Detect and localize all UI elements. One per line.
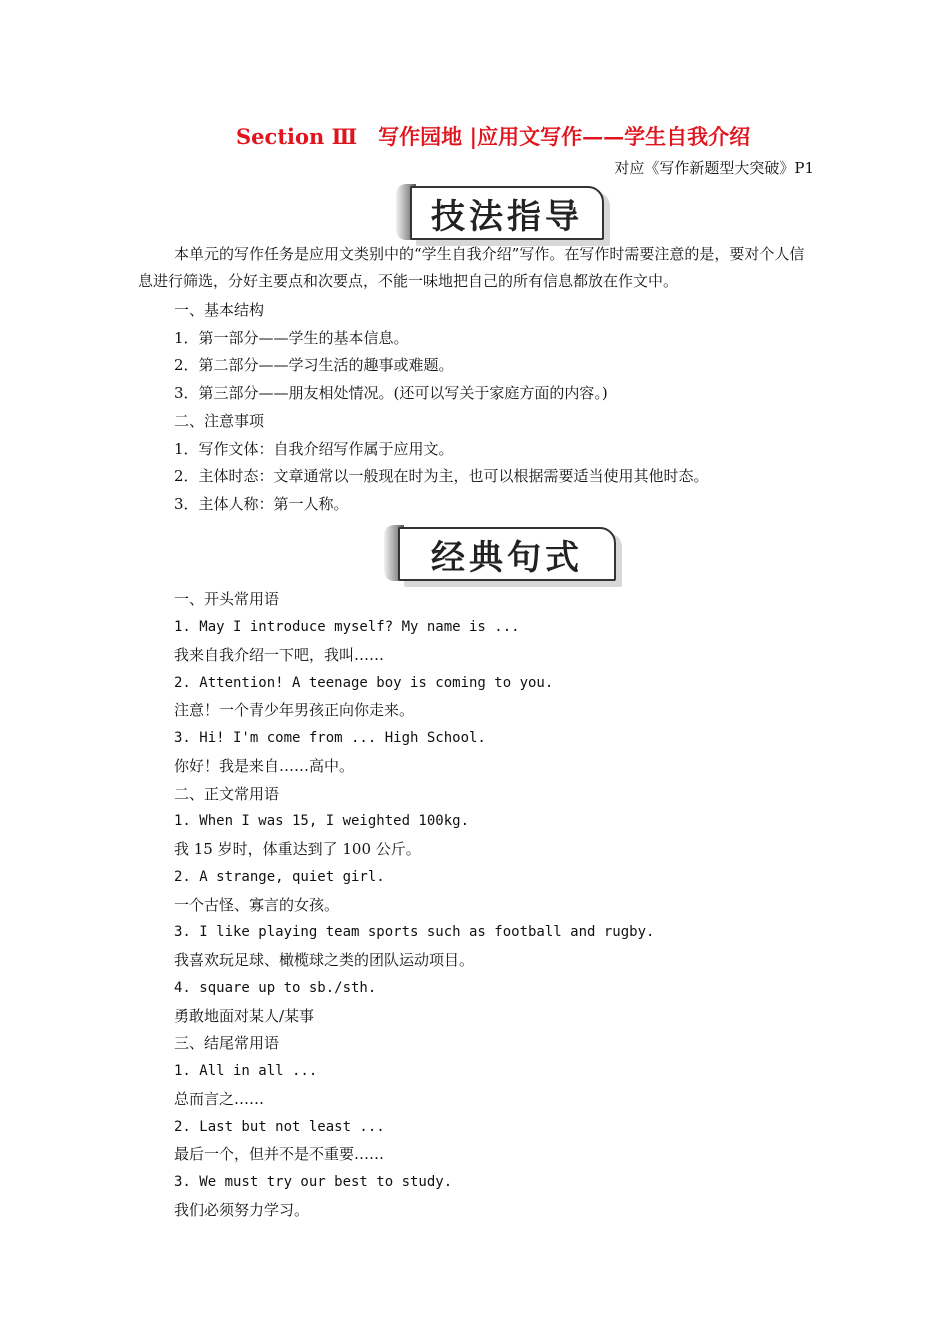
sentence-chinese: 最后一个，但并不是不重要…… [174, 1145, 385, 1163]
sentence-chinese: 勇敢地面对某人/某事 [174, 1007, 315, 1025]
banner-box [398, 527, 616, 581]
sentence-english: 1. When I was 15, I weighted 100kg. [174, 813, 470, 829]
sentence-chinese: 我们必须努力学习。 [174, 1201, 310, 1219]
sentence-chinese: 你好！我是来自……高中。 [174, 757, 355, 775]
sentence-english: 4. square up to sb./sth. [174, 980, 377, 996]
sentence-heading: 三、结尾常用语 [174, 1034, 280, 1052]
sentence-english: 2. A strange, quiet girl. [174, 869, 385, 885]
banner-box [410, 186, 604, 240]
intro-text: 本单元的写作任务是应用文类别中的“学生自我介绍”写作。在写作时需要注意的是，要对个人信息进行筛选，分好主要点和次要点，不能一味地把自己的所有信息都放在作文中。 [138, 245, 805, 290]
banner-techniques [410, 186, 604, 240]
sentence-chinese: 注意！一个青少年男孩正向你走来。 [174, 701, 415, 719]
sentence-heading: 一、开头常用语 [174, 590, 280, 608]
guide-heading: 一、基本结构 [174, 301, 265, 319]
sentence-heading: 二、正文常用语 [174, 785, 280, 803]
sentence-chinese: 总而言之…… [174, 1090, 265, 1108]
sentence-chinese: 一个古怪、寡言的女孩。 [174, 896, 340, 914]
guide-line: 1．第一部分——学生的基本信息。 [174, 329, 409, 347]
guide-line: 2．第二部分——学习生活的趣事或难题。 [174, 356, 454, 374]
guide-line: 1．写作文体：自我介绍写作属于应用文。 [174, 440, 454, 458]
guide-line: 3．主体人称：第一人称。 [174, 495, 349, 513]
sentence-english: 2. Attention! A teenage boy is coming to you. [174, 675, 554, 691]
banner-label: 技法指导 [431, 196, 583, 237]
page-title: Section Ⅲ 写作园地 |应用文写作——学生自我介绍 [236, 124, 751, 149]
sentence-english: 3. I like playing team sports such as football and rugby. [174, 924, 655, 940]
guide-line: 2．主体时态：文章通常以一般现在时为主，也可以根据需要适当使用其他时态。 [174, 467, 709, 485]
sentence-english: 3. We must try our best to study. [174, 1174, 453, 1190]
sentence-chinese: 我喜欢玩足球、橄榄球之类的团队运动项目。 [174, 951, 475, 969]
guide-line: 3．第三部分——朋友相处情况。(还可以写关于家庭方面的内容。) [174, 384, 608, 402]
sentence-chinese: 我 15 岁时，体重达到了 100 公斤。 [174, 840, 421, 858]
sentence-english: 1. All in all ... [174, 1063, 318, 1079]
banner-label: 经典句式 [431, 537, 583, 578]
intro-paragraph [138, 241, 818, 295]
banner-sentences [398, 527, 616, 581]
sentence-english: 3. Hi! I'm come from ... High School. [174, 730, 486, 746]
sentence-english: 1. May I introduce myself? My name is ... [174, 619, 520, 635]
guide-heading: 二、注意事项 [174, 412, 265, 430]
sentence-chinese: 我来自我介绍一下吧，我叫…… [174, 646, 385, 664]
sentence-english: 2. Last but not least ... [174, 1119, 385, 1135]
book-reference: 对应《写作新题型大突破》P1 [614, 159, 814, 177]
